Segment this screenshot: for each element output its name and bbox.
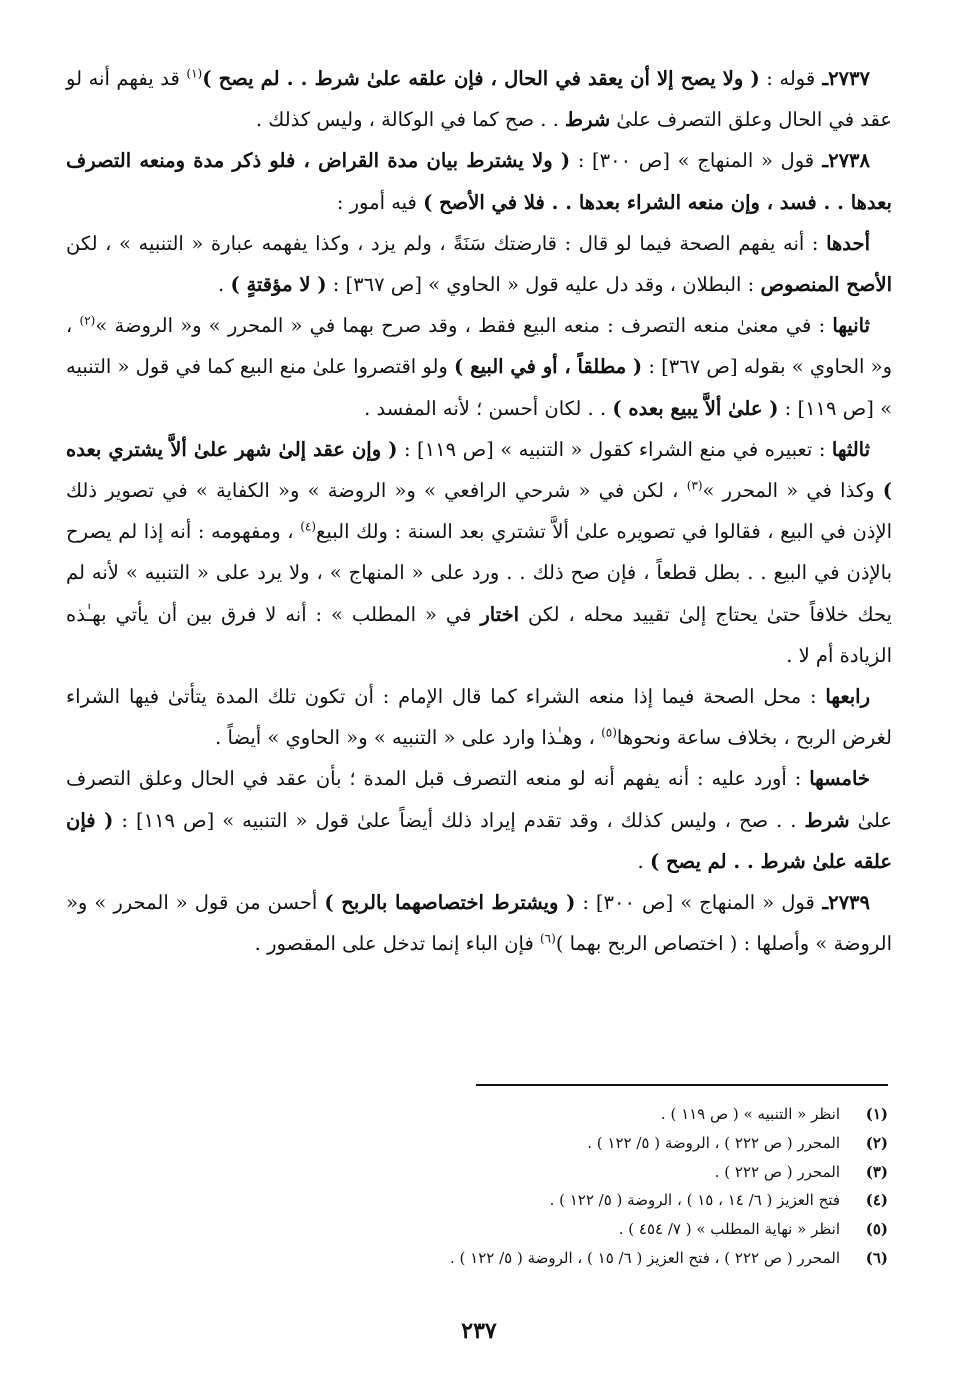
bold-text: اختار bbox=[480, 602, 520, 626]
main-text bbox=[66, 58, 892, 964]
text-run: : في معنىٰ منعه التصرف : منعه البيع فقط ، وقد صرح بهما في « المحرر » و« الروضة » bbox=[95, 314, 833, 338]
text-run: ولو اقتصروا علىٰ منع البيع كما في قول « التنبيه » [ص ١١٩] : bbox=[66, 355, 892, 420]
text-run: فيه أمور : bbox=[336, 190, 424, 214]
footnote bbox=[68, 1215, 888, 1244]
text-run: ، و« الحاوي » بقوله [ص ٣٦٧] : bbox=[66, 314, 892, 379]
bold-text: ( وإن عقد إلىٰ شهر علىٰ ألاَّ يشتري بعده ) bbox=[66, 437, 892, 503]
footnote-marker: (٣) bbox=[686, 478, 703, 493]
footnote-number: (٢) bbox=[865, 1133, 888, 1152]
bold-text: ( ولا يصح إلا أن يعقد في الحال ، فإن علقه علىٰ شرط . . لم يصح ) bbox=[202, 67, 760, 90]
text-run: : تعبيره في منع الشراء كقول « التنبيه » [ص ١١٩] : bbox=[397, 437, 832, 461]
footnote-text: المحرر ( ص ٢٢٢ ) . bbox=[714, 1162, 840, 1181]
text-run: . . لكان أحسن ؛ لأنه المفسد . bbox=[364, 396, 613, 420]
footnote bbox=[68, 1186, 888, 1215]
bold-text: الأصح المنصوص bbox=[760, 273, 892, 297]
text-run: : البطلان ، وقد دل عليه قول « الحاوي » [ص ٣٦٧] : bbox=[326, 273, 761, 297]
footnote-number: (٥) bbox=[865, 1220, 888, 1239]
bold-text: ( لا مؤقتةٍ ) bbox=[230, 273, 327, 297]
footnote bbox=[68, 1129, 888, 1158]
footnote-text: انظر « نهاية المطلب » ( ٧/ ٤٥٤ ) . bbox=[618, 1220, 840, 1239]
text-run: ، لكن في « شرحي الرافعي » و« الروضة » و« الكفاية » في تصوير ذلك الإذن في البيع ، فقالوا في تصويره علىٰ ألاَّ تشتري بعد السنة : ولك البيع bbox=[66, 479, 892, 544]
bold-text: ( فإن علقه علىٰ شرط . . لم يصح ) bbox=[66, 808, 892, 873]
footnote-marker: (٤) bbox=[300, 519, 317, 534]
text-run: ، ومفهومه : أنه إذا لم يصرح بالإذن في البيع . . بطل قطعاً ، فإن صح ذلك . . ورد على « المنهاج » ، ولا يرد على « التنبيه » لأنه لم يحك خلافاً حتىٰ يحتاج إلىٰ تقييد محله ، لكن bbox=[66, 520, 892, 626]
bold-text: ( ويشترط اختصاصهما بالربح ) bbox=[324, 891, 576, 915]
bold-text: خامسها bbox=[809, 767, 870, 791]
text-run: قول « المنهاج » [ص ٣٠٠] : bbox=[575, 891, 815, 915]
bold-text: ثالثها bbox=[831, 437, 871, 461]
text-run: : محل الصحة فيما إذا منعه الشراء كما قال الإمام : أن تكون تلك المدة يتأتىٰ فيها الشراء لغرض الربح ، بخلاف ساعة ونحوها bbox=[66, 685, 892, 750]
paragraph bbox=[66, 305, 892, 429]
text-run: قوله : bbox=[759, 67, 816, 90]
bold-text: شرط bbox=[565, 108, 611, 132]
footnote-marker: (١) bbox=[186, 66, 203, 81]
footnote-text: المحرر ( ص ٢٢٢ ) ، فتح العزيز ( ٦/ ١٥ ) ، الروضة ( ٥/ ١٢٢ ) . bbox=[450, 1248, 840, 1267]
bold-text: رابعها bbox=[825, 685, 870, 709]
footnote-number: (١) bbox=[865, 1105, 888, 1123]
paragraph bbox=[66, 140, 892, 222]
text-run: في « المطلب » : أنه لا فرق بين أن يأتي بهـٰذه الزيادة أم لا . bbox=[66, 602, 892, 667]
text-run: . . صح كما في الوكالة ، وليس كذلك . bbox=[255, 108, 566, 132]
bold-text: أحدها bbox=[826, 231, 870, 255]
bold-text: ٢٧٣٨ـ bbox=[814, 149, 870, 173]
paragraph bbox=[66, 882, 892, 964]
footnote-number: (٣) bbox=[865, 1162, 888, 1181]
bold-text: ٢٧٣٩ـ bbox=[814, 891, 871, 915]
paragraph bbox=[66, 429, 892, 676]
footnote-marker: (٥) bbox=[601, 725, 617, 740]
text-run: أحسن من قول « المحرر » و« الروضة » وأصلها : ( اختصاص الربح بهما ) bbox=[66, 891, 892, 956]
paragraph bbox=[66, 223, 892, 305]
footnote-number: (٦) bbox=[865, 1248, 888, 1267]
footnote-text: المحرر ( ص ٢٢٢ ) ، الروضة ( ٥/ ١٢٢ ) . bbox=[587, 1133, 840, 1152]
footnote-text: انظر « التنبيه » ( ص ١١٩ ) . bbox=[660, 1105, 840, 1123]
bold-text: ( علىٰ ألاَّ يبيع بعده ) bbox=[612, 396, 779, 420]
footnote bbox=[68, 1244, 888, 1273]
footnote-marker: (٢) bbox=[79, 313, 96, 328]
footnote-marker: (٦) bbox=[539, 931, 556, 946]
text-run: : أنه يفهم الصحة فيما لو قال : قارضتك سَنَةً ، ولم يزد ، وكذا يفهمه عبارة « التنبيه » ، لكن bbox=[66, 231, 827, 255]
paragraph bbox=[66, 676, 892, 758]
footnotes bbox=[68, 1100, 888, 1273]
bold-text: ثانيها bbox=[832, 314, 870, 338]
text-run: . bbox=[637, 849, 650, 873]
text-run: وكذا في « المحرر » bbox=[702, 479, 883, 503]
page-number: ٢٣٧ bbox=[461, 1318, 497, 1344]
bold-text: ( ولا يشترط بيان مدة القراض ، فلو ذكر مدة ومنعه التصرف بعدها . . فسد ، وإن منعه الشراء بعدها . . فلا في الأصح ) bbox=[66, 149, 892, 214]
paragraph bbox=[66, 758, 892, 882]
text-run: قد يفهم أنه لو عقد في الحال وعلق التصرف علىٰ bbox=[66, 67, 892, 132]
text-run: ، وهـٰذا وارد على « التنبيه » و« الحاوي » أيضاً . bbox=[215, 726, 602, 750]
text-run: : أورد عليه : أنه يفهم أنه لو منعه التصرف قبل المدة ؛ بأن عقد في الحال وعلق التصرف علىٰ bbox=[66, 767, 892, 832]
bold-text: شرط bbox=[804, 808, 850, 832]
text-run: . bbox=[218, 273, 231, 297]
paragraph bbox=[66, 58, 892, 140]
bold-text: ( مطلقاً ، أو في البيع ) bbox=[454, 355, 643, 379]
bold-text: ٢٧٣٧ـ bbox=[815, 67, 870, 90]
text-run: . . صح ، وليس كذلك ، وقد تقدم إيراد ذلك أيضاً علىٰ قول « التنبيه » [ص ١١٩] : bbox=[113, 808, 805, 832]
footnote bbox=[68, 1100, 888, 1129]
footnote-separator bbox=[476, 1084, 888, 1086]
text-run: قول « المنهاج » [ص ٣٠٠] : bbox=[570, 149, 815, 173]
text-run: فإن الباء إنما تدخل على المقصور . bbox=[254, 932, 540, 956]
footnote-number: (٤) bbox=[865, 1191, 888, 1210]
footnote-text: فتح العزيز ( ٦/ ١٤ ، ١٥ ) ، الروضة ( ٥/ ١٢٢ ) . bbox=[549, 1191, 840, 1210]
footnote bbox=[68, 1158, 888, 1187]
